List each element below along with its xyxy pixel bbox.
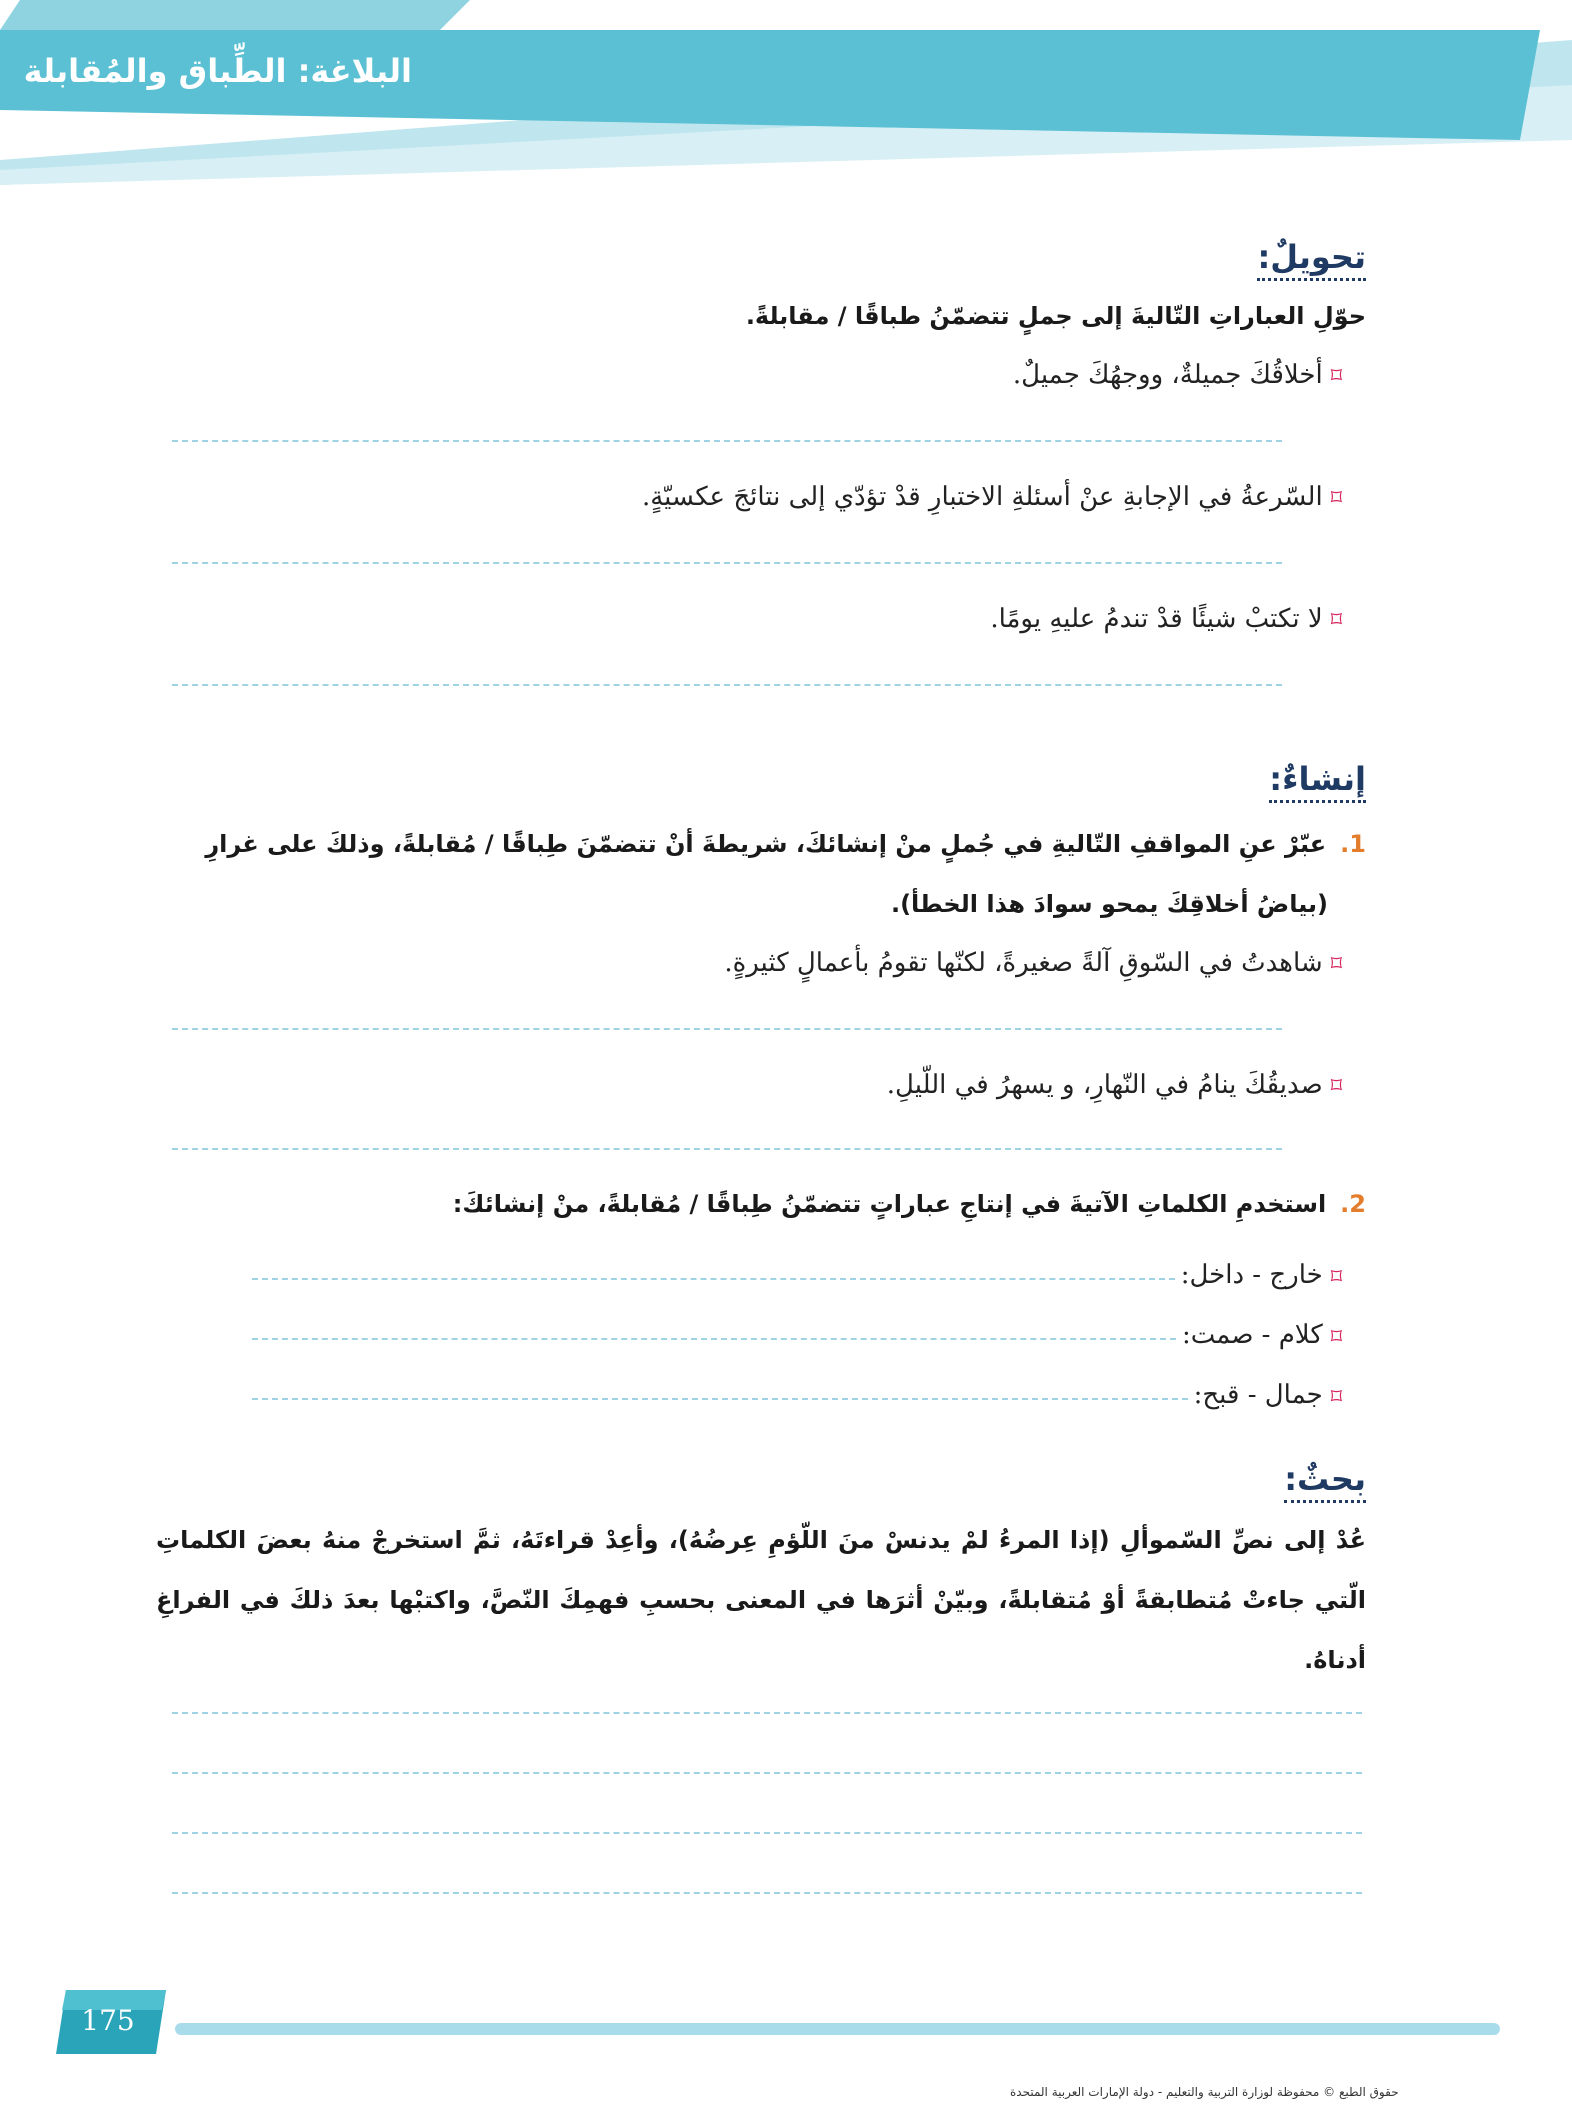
q1-item-2: ⌑صديقُكَ ينامُ في النّهارِ، و يسهرُ في اللّيلِ.	[886, 1070, 1342, 1100]
transform-item-3: ⌑لا تكتبْ شيئًا قدْ تندمُ عليهِ يومًا.	[990, 604, 1342, 634]
transform-heading: تحويلٌ:	[1257, 238, 1366, 281]
chapter-title: البلاغة: الطِّباق والمُقابلة	[23, 52, 412, 90]
bullet-icon: ⌑	[1330, 608, 1342, 633]
q1-line2: (بياضُ أخلاقِكَ يمحو سوادَ هذا الخطأ).	[890, 890, 1328, 918]
q1-line1: 1.عبّرْ عنِ المواقفِ التّاليةِ في جُملٍ منْ إنشائكَ، شريطةَ أنْ تتضمّنَ طِباقًا / مُقابلةً، وذلكَ على غرارِ	[205, 830, 1366, 858]
answer-line[interactable]	[252, 1338, 1176, 1340]
answer-line[interactable]	[172, 1712, 1362, 1714]
research-paragraph: عُدْ إلى نصِّ السّموألِ (إذا المرءُ لمْ يدنسْ منَ اللّؤمِ عِرضُهُ)، وأعِدْ قراءتَهُ، ثمَّ استخرجْ منهُ بعضَ الكلماتِ الّتي جاءتْ مُتطابقةً أوْ مُتقابلةً، وبيّنْ أثرَها في المعنى بحسبِ فهمِكَ النّصَّ، واكتبْها بعدَ ذلكَ في الفراغِ أدناهُ.	[156, 1526, 1366, 1674]
bullet-icon: ⌑	[1330, 486, 1342, 511]
copyright-text: حقوق الطبع © محفوظة لوزارة التربية والتعليم - دولة الإمارات العربية المتحدة	[1010, 2085, 1399, 2099]
answer-line[interactable]	[172, 684, 1282, 686]
bullet-icon: ⌑	[1330, 1325, 1342, 1350]
transform-item-2: ⌑السّرعةُ في الإجابةِ عنْ أسئلةِ الاختبارِ قدْ تؤدّي إلى نتائجَ عكسيّةٍ.	[641, 482, 1342, 512]
bullet-icon: ⌑	[1330, 1074, 1342, 1099]
composition-heading: إنشاءٌ:	[1269, 760, 1366, 803]
answer-line[interactable]	[172, 1772, 1362, 1774]
q2-item-1: ⌑ خارج - داخل:	[252, 1250, 1342, 1290]
page-number: 175	[81, 2004, 135, 2037]
answer-line[interactable]	[172, 1148, 1282, 1150]
answer-line[interactable]	[172, 562, 1282, 564]
answer-line[interactable]	[252, 1278, 1175, 1280]
research-heading: بحثٌ:	[1284, 1460, 1366, 1503]
answer-line[interactable]	[172, 1892, 1362, 1894]
header-band	[0, 0, 1572, 200]
q1-item-1: ⌑شاهدتُ في السّوقِ آلةً صغيرةً، لكنّها تقومُ بأعمالٍ كثيرةٍ.	[724, 948, 1342, 978]
bullet-icon: ⌑	[1330, 1265, 1342, 1290]
bullet-icon: ⌑	[1330, 952, 1342, 977]
footer-bar	[175, 2023, 1500, 2035]
bullet-icon: ⌑	[1330, 364, 1342, 389]
transform-item-1: ⌑أخلاقُكَ جميلةٌ، ووجهُكَ جميلٌ.	[1012, 360, 1342, 390]
answer-line[interactable]	[172, 1832, 1362, 1834]
q2-item-2: ⌑ كلام - صمت:	[252, 1310, 1342, 1350]
q2-item-3: ⌑ جمال - قبح:	[252, 1370, 1342, 1410]
bullet-icon: ⌑	[1330, 1385, 1342, 1410]
answer-line[interactable]	[252, 1398, 1188, 1400]
q2-instruction: 2.استخدمِ الكلماتِ الآتيةَ في إنتاجِ عباراتٍ تتضمّنُ طِباقًا / مُقابلةً، منْ إنشائكَ:	[452, 1190, 1366, 1218]
answer-line[interactable]	[172, 440, 1282, 442]
transform-instruction: حوّلِ العباراتِ التّاليةَ إلى جملٍ تتضمّنُ طباقًا / مقابلةً.	[745, 302, 1366, 330]
answer-line[interactable]	[172, 1028, 1282, 1030]
